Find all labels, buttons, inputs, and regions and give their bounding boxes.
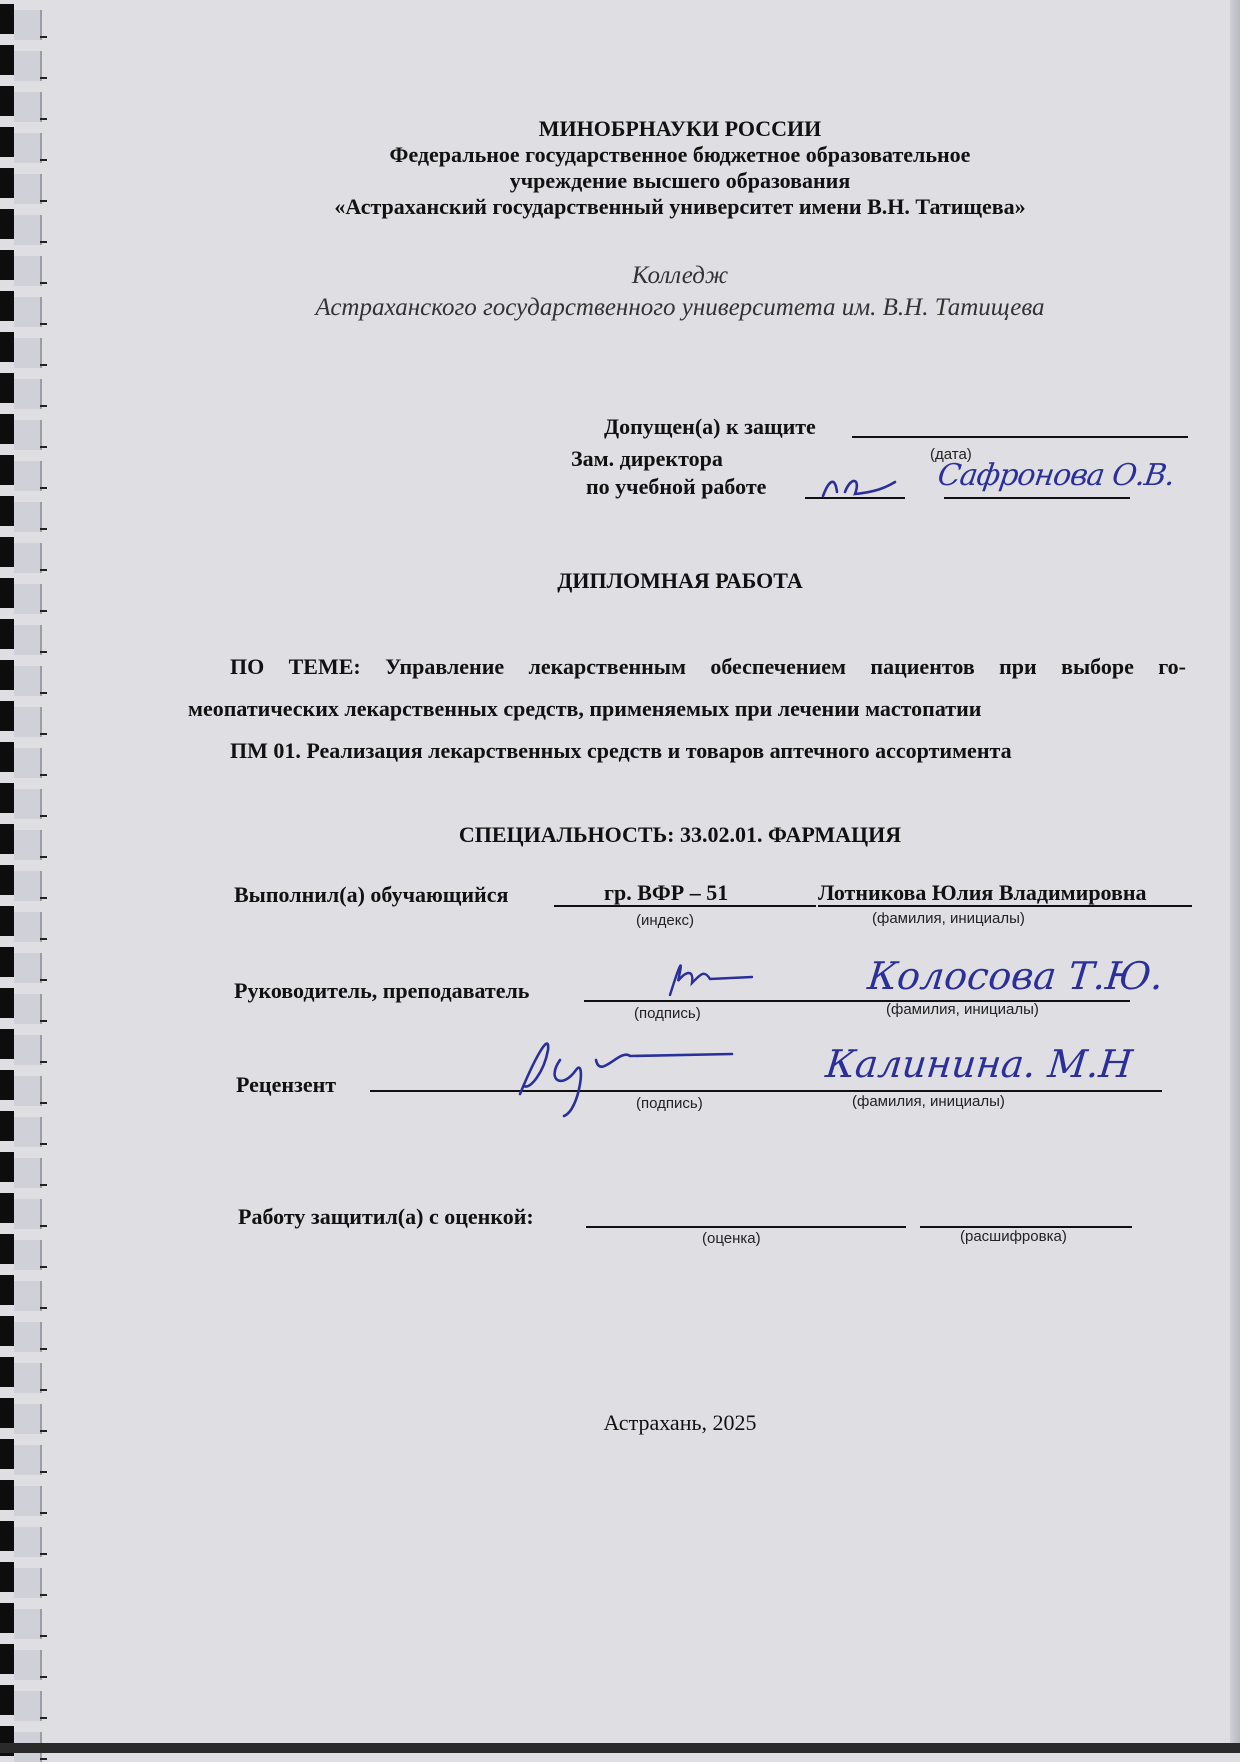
binding-ring [14, 174, 42, 204]
group-caption: (индекс) [636, 912, 694, 929]
binding-mark [40, 1061, 47, 1063]
reviewer-signature [500, 1020, 740, 1120]
binding-mark [40, 1389, 47, 1391]
binding-hole [0, 1398, 14, 1428]
binding-hole [0, 127, 14, 157]
binding-ring [14, 1117, 42, 1147]
deputy-signature-text: Саф [815, 462, 818, 463]
binding-hole [0, 537, 14, 567]
institution-line1: Федеральное государственное бюджетное образовательное [389, 142, 971, 167]
binding-hole [0, 1562, 14, 1592]
professional-module: ПМ 01. Реализация лекарственных средств и товаров аптечного ассортимента [230, 738, 1012, 763]
reviewer-line [370, 1090, 1162, 1092]
binding-ring [14, 256, 42, 286]
binding-mark [40, 1225, 47, 1227]
college-line1: Колледж [631, 262, 729, 289]
student-group: гр. ВФР – 51 [604, 880, 729, 905]
college-line2: Астраханского государственного университета им. В.Н. Татищева [315, 294, 1045, 321]
binding-mark [40, 938, 47, 940]
binding-mark [40, 774, 47, 776]
binding-hole [0, 45, 14, 75]
supervisor-signature [640, 945, 760, 1005]
binding-mark [40, 1512, 47, 1514]
binding-mark [40, 692, 47, 694]
binding-hole [0, 168, 14, 198]
binding-mark [40, 241, 47, 243]
binding-mark [40, 487, 47, 489]
binding-ring [14, 1281, 42, 1311]
binding-mark [40, 1594, 47, 1596]
binding-ring [14, 1404, 42, 1434]
topic-line1: ПО ТЕМЕ: Управление лекарственным обеспечением пациентов при выборе го- [230, 654, 1186, 679]
binding-ring [14, 379, 42, 409]
binding-ring [14, 92, 42, 122]
student-name: Лотникова Юлия Владимировна [818, 880, 1147, 905]
binding-mark [40, 405, 47, 407]
academic-work-label: по учебной работе [586, 474, 767, 499]
binding-hole [0, 824, 14, 854]
binding-ring [14, 1691, 42, 1721]
topic-line2: меопатических лекарственных средств, применяемых при лечении мастопатии [188, 696, 982, 721]
binding-ring [14, 51, 42, 81]
binding-mark [40, 323, 47, 325]
supervisor-signature-text: Кол [640, 945, 643, 946]
deputy-director-label: Зам. директора [571, 446, 723, 471]
binding-mark [40, 1553, 47, 1555]
binding-hole [0, 1439, 14, 1469]
binding-ring [14, 748, 42, 778]
student-name-caption: (фамилия, инициалы) [872, 910, 1025, 927]
binding-ring [14, 1609, 42, 1639]
grade-line [586, 1226, 906, 1228]
binding-ring [14, 1199, 42, 1229]
admitted-label: Допущен(а) к защите [604, 414, 816, 439]
binding-hole [0, 250, 14, 280]
binding-ring [14, 420, 42, 450]
binding-ring [14, 543, 42, 573]
reviewer-signature-text: Кор [500, 1020, 503, 1021]
binding-hole [0, 1193, 14, 1223]
binding-ring [14, 994, 42, 1024]
binding-ring [14, 1076, 42, 1106]
binding-mark [40, 1102, 47, 1104]
binding-mark [40, 1307, 47, 1309]
binding-hole [0, 1316, 14, 1346]
binding-ring [14, 10, 42, 40]
binding-hole [0, 209, 14, 239]
binding-hole [0, 783, 14, 813]
binding-mark [40, 733, 47, 735]
binding-mark [40, 1184, 47, 1186]
ministry-title: МИНОБРНАУКИ РОССИИ [538, 116, 822, 141]
binding-hole [0, 1480, 14, 1510]
binding-ring [14, 461, 42, 491]
binding-mark [40, 569, 47, 571]
deputy-signature [815, 462, 915, 506]
university-name: «Астраханский государственный университет имени В.Н. Татищева» [334, 194, 1026, 219]
binding-ring [14, 830, 42, 860]
binding-hole [0, 1070, 14, 1100]
binding-mark [40, 610, 47, 612]
institution-line2: учреждение высшего образования [509, 168, 851, 193]
binding-ring [14, 1158, 42, 1188]
deputy-name-handwritten: Сафронова О.В. [935, 458, 1177, 493]
binding-ring [14, 1568, 42, 1598]
defense-label: Работу защитил(а) с оценкой: [238, 1204, 534, 1229]
binding-mark [40, 979, 47, 981]
binding-ring [14, 1650, 42, 1680]
reviewer-label: Рецензент [236, 1072, 337, 1097]
binding-ring [14, 133, 42, 163]
binding-hole [0, 332, 14, 362]
binding-hole [0, 1521, 14, 1551]
date-caption: (дата) [930, 446, 972, 463]
binding-mark [40, 36, 47, 38]
binding-hole [0, 414, 14, 444]
binding-ring [14, 1363, 42, 1393]
binding-ring [14, 625, 42, 655]
binding-hole [0, 4, 14, 34]
student-name-line [818, 905, 1192, 907]
binding-mark [40, 446, 47, 448]
binding-hole [0, 496, 14, 526]
binding-mark [40, 1758, 47, 1760]
student-label: Выполнил(а) обучающийся [234, 882, 509, 907]
binding-hole [0, 742, 14, 772]
page-edge [1230, 0, 1240, 1753]
binding-hole [0, 865, 14, 895]
binding-ring [14, 338, 42, 368]
binding-mark [40, 1676, 47, 1678]
binding-hole [0, 1603, 14, 1633]
binding-ring [14, 953, 42, 983]
admission-date-line [852, 436, 1188, 438]
binding-ring [14, 1240, 42, 1270]
binding-ring [14, 584, 42, 614]
student-group-line [554, 905, 816, 907]
binding-ring [14, 1527, 42, 1557]
binding-ring [14, 502, 42, 532]
binding-ring [14, 707, 42, 737]
binding-ring [14, 666, 42, 696]
reviewer-name-caption: (фамилия, инициалы) [852, 1093, 1005, 1110]
document-title: ДИПЛОМНАЯ РАБОТА [557, 568, 803, 593]
binding-hole [0, 1685, 14, 1715]
binding-hole [0, 86, 14, 116]
supervisor-name-caption: (фамилия, инициалы) [886, 1001, 1039, 1018]
spiral-binding [0, 0, 52, 1753]
binding-hole [0, 660, 14, 690]
binding-hole [0, 1275, 14, 1305]
binding-mark [40, 200, 47, 202]
binding-mark [40, 651, 47, 653]
supervisor-label: Руководитель, преподаватель [234, 978, 530, 1003]
grade-caption: (оценка) [702, 1230, 761, 1247]
binding-hole [0, 701, 14, 731]
binding-hole [0, 578, 14, 608]
transcript-caption: (расшифровка) [960, 1228, 1067, 1245]
binding-ring [14, 1322, 42, 1352]
binding-mark [40, 1635, 47, 1637]
binding-hole [0, 1152, 14, 1182]
binding-hole [0, 906, 14, 936]
binding-mark [40, 1717, 47, 1719]
binding-mark [40, 528, 47, 530]
binding-hole [0, 1111, 14, 1141]
binding-mark [40, 159, 47, 161]
binding-mark [40, 1266, 47, 1268]
binding-ring [14, 1486, 42, 1516]
deputy-name-line [944, 497, 1130, 499]
city-year: Астрахань, 2025 [603, 1410, 757, 1435]
binding-ring [14, 1035, 42, 1065]
binding-mark [40, 1430, 47, 1432]
reviewer-signature-caption: (подпись) [636, 1095, 703, 1112]
binding-hole [0, 1644, 14, 1674]
binding-hole [0, 1234, 14, 1264]
binding-mark [40, 1143, 47, 1145]
binding-hole [0, 455, 14, 485]
page-bottom-edge [0, 1743, 1240, 1753]
binding-hole [0, 947, 14, 977]
binding-hole [0, 1029, 14, 1059]
binding-mark [40, 1020, 47, 1022]
supervisor-signature-caption: (подпись) [634, 1005, 701, 1022]
binding-mark [40, 815, 47, 817]
binding-ring [14, 912, 42, 942]
binding-ring [14, 871, 42, 901]
binding-hole [0, 373, 14, 403]
binding-ring [14, 789, 42, 819]
binding-mark [40, 118, 47, 120]
reviewer-name-handwritten: Калинина. М.Н [823, 1042, 1135, 1086]
binding-mark [40, 1348, 47, 1350]
specialty: СПЕЦИАЛЬНОСТЬ: 33.02.01. ФАРМАЦИЯ [458, 822, 902, 847]
binding-ring [14, 215, 42, 245]
binding-mark [40, 77, 47, 79]
binding-mark [40, 1471, 47, 1473]
binding-mark [40, 364, 47, 366]
binding-ring [14, 1445, 42, 1475]
supervisor-name-handwritten: Колосова Т.Ю. [865, 954, 1166, 998]
binding-hole [0, 1357, 14, 1387]
binding-mark [40, 282, 47, 284]
binding-hole [0, 619, 14, 649]
binding-mark [40, 897, 47, 899]
binding-hole [0, 291, 14, 321]
binding-hole [0, 988, 14, 1018]
binding-ring [14, 297, 42, 327]
binding-mark [40, 856, 47, 858]
